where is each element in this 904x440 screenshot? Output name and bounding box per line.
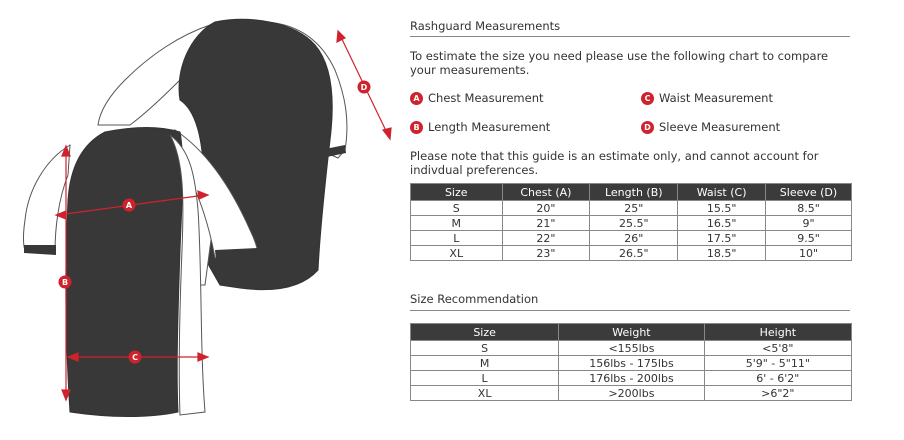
cell-size: M bbox=[411, 216, 503, 231]
cell-height: 6' - 6'2" bbox=[704, 371, 851, 386]
header-height: Height bbox=[704, 324, 851, 341]
measurements-divider bbox=[410, 36, 850, 37]
legend-sleeve-badge: D bbox=[641, 121, 654, 134]
measurements-intro: To estimate the size you need please use the following chart to compare your measurements. bbox=[410, 49, 829, 77]
legend-sleeve-label: Sleeve Measurement bbox=[659, 120, 781, 134]
marker-d-label: D bbox=[360, 83, 368, 92]
cell-size: XL bbox=[411, 246, 503, 261]
table-row bbox=[411, 231, 852, 246]
cell-height: >6"2" bbox=[704, 386, 851, 401]
measurements-table-header bbox=[411, 184, 852, 201]
cell-length: 26.5" bbox=[590, 246, 678, 261]
cell-height: 5'9" - 5"11" bbox=[704, 356, 851, 371]
table-row bbox=[411, 246, 852, 261]
recommendation-divider bbox=[410, 310, 850, 311]
table-row bbox=[411, 341, 852, 356]
cell-weight: <155lbs bbox=[559, 341, 704, 356]
cell-size: L bbox=[411, 231, 503, 246]
marker-a-label: A bbox=[125, 201, 133, 210]
legend-waist-badge: C bbox=[641, 92, 654, 105]
recommendation-table bbox=[410, 323, 852, 401]
header-weight: Weight bbox=[559, 324, 704, 341]
cell-length: 26" bbox=[590, 231, 678, 246]
cell-height: <5'8" bbox=[704, 341, 851, 356]
table-row bbox=[411, 201, 852, 216]
measurements-title: Rashguard Measurements bbox=[410, 19, 561, 33]
disclaimer-note: Please note that this guide is an estimate only, and cannot account for indivdual preferences. bbox=[410, 149, 819, 177]
cell-size: S bbox=[411, 201, 503, 216]
cell-size: M bbox=[411, 356, 559, 371]
legend-length bbox=[410, 120, 550, 134]
legend-waist-label: Waist Measurement bbox=[659, 91, 773, 105]
cell-length: 25.5" bbox=[590, 216, 678, 231]
marker-c-label: C bbox=[132, 353, 138, 362]
cell-weight: 176lbs - 200lbs bbox=[559, 371, 704, 386]
cell-chest: 21" bbox=[502, 216, 590, 231]
marker-b-label: B bbox=[61, 278, 69, 287]
header-waist: Waist (C) bbox=[678, 184, 766, 201]
legend-chest-label: Chest Measurement bbox=[428, 91, 544, 105]
cell-size: XL bbox=[411, 386, 559, 401]
table-row bbox=[411, 386, 852, 401]
cell-waist: 15.5" bbox=[678, 201, 766, 216]
cell-waist: 18.5" bbox=[678, 246, 766, 261]
legend-waist bbox=[641, 91, 773, 105]
cell-chest: 22" bbox=[502, 231, 590, 246]
cell-weight: >200lbs bbox=[559, 386, 704, 401]
header-chest: Chest (A) bbox=[502, 184, 590, 201]
cell-sleeve: 10" bbox=[766, 246, 852, 261]
cell-length: 25" bbox=[590, 201, 678, 216]
header-length: Length (B) bbox=[590, 184, 678, 201]
cell-size: L bbox=[411, 371, 559, 386]
legend-sleeve bbox=[641, 120, 780, 134]
rashguard-illustration bbox=[0, 0, 400, 440]
cell-weight: 156lbs - 175lbs bbox=[559, 356, 704, 371]
legend-chest bbox=[410, 91, 544, 105]
table-row bbox=[411, 371, 852, 386]
recommendation-title: Size Recommendation bbox=[410, 292, 539, 306]
cell-chest: 20" bbox=[502, 201, 590, 216]
table-row bbox=[411, 356, 852, 371]
cell-sleeve: 9" bbox=[766, 216, 852, 231]
cell-size: S bbox=[411, 341, 559, 356]
measurements-table bbox=[410, 183, 852, 261]
cell-waist: 16.5" bbox=[678, 216, 766, 231]
recommendation-table-header bbox=[411, 324, 852, 341]
legend-chest-badge: A bbox=[410, 92, 423, 105]
header-sleeve: Sleeve (D) bbox=[766, 184, 852, 201]
legend-length-badge: B bbox=[410, 121, 423, 134]
header-size: Size bbox=[411, 324, 559, 341]
header-size: Size bbox=[411, 184, 503, 201]
cell-sleeve: 9.5" bbox=[766, 231, 852, 246]
cell-chest: 23" bbox=[502, 246, 590, 261]
cell-waist: 17.5" bbox=[678, 231, 766, 246]
legend-length-label: Length Measurement bbox=[428, 120, 551, 134]
cell-sleeve: 8.5" bbox=[766, 201, 852, 216]
table-row bbox=[411, 216, 852, 231]
